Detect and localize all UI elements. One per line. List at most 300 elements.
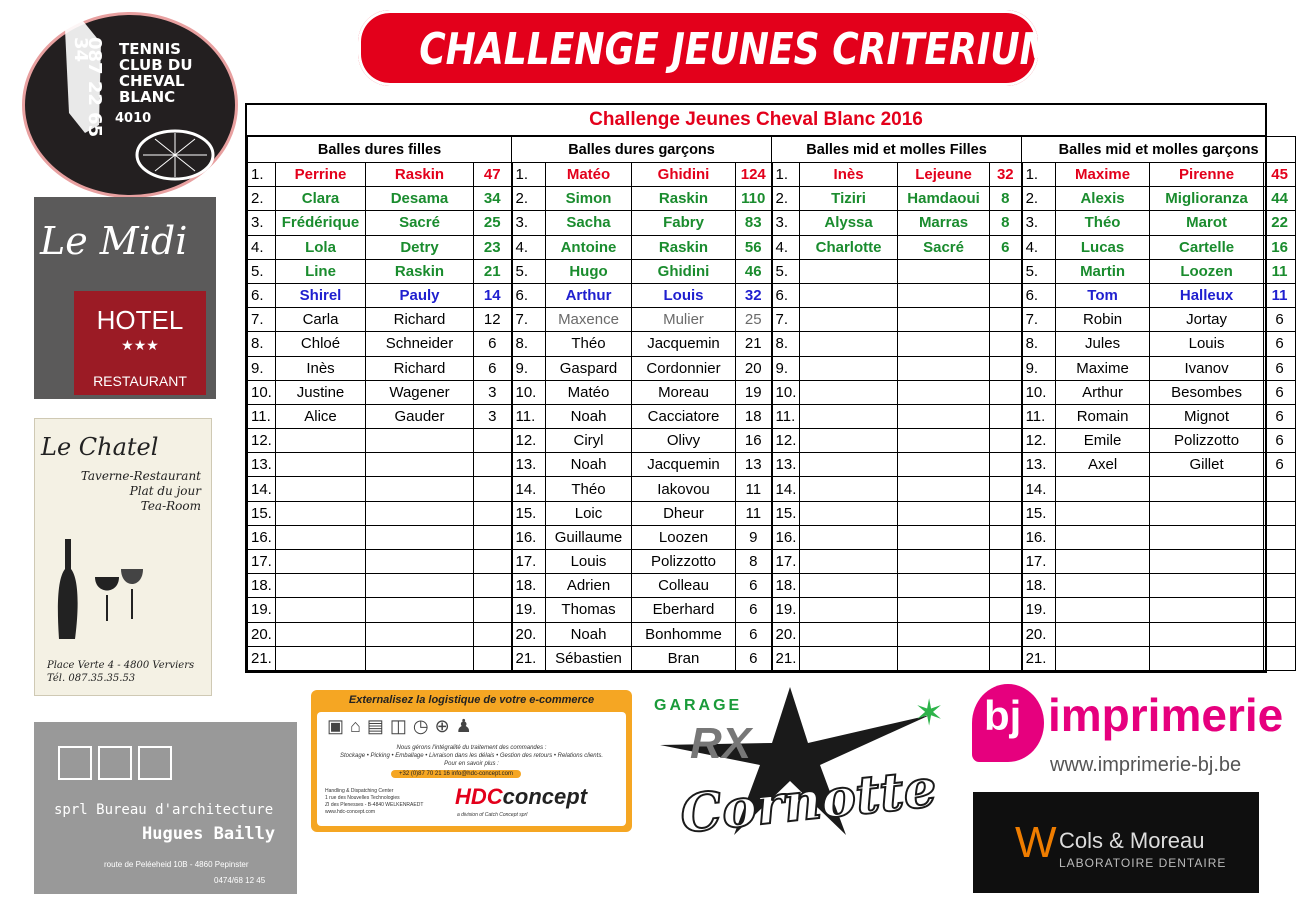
last-name-cell: Jortay <box>1150 308 1264 332</box>
points-cell <box>990 598 1022 622</box>
restaurant-label: RESTAURANT <box>93 373 187 389</box>
first-name-cell: Tom <box>1056 283 1150 307</box>
points-cell: 32 <box>736 283 772 307</box>
first-name-cell: Perrine <box>276 163 366 187</box>
rank-cell: 19. <box>248 598 276 622</box>
last-name-cell <box>1150 525 1264 549</box>
last-name-cell: Gillet <box>1150 453 1264 477</box>
points-cell: 6 <box>1264 404 1296 428</box>
last-name-cell <box>898 332 990 356</box>
table-row <box>248 259 1296 283</box>
table-row <box>248 525 1296 549</box>
points-cell <box>990 332 1022 356</box>
rank-cell: 7. <box>772 308 800 332</box>
first-name-cell <box>800 574 898 598</box>
points-cell <box>474 646 512 670</box>
rank-cell: 9. <box>248 356 276 380</box>
rank-cell: 1. <box>1022 163 1056 187</box>
rank-cell: 7. <box>248 308 276 332</box>
rank-cell: 19. <box>772 598 800 622</box>
rank-cell: 2. <box>1022 187 1056 211</box>
last-name-cell: Jacquemin <box>632 453 736 477</box>
last-name-cell: Wagener <box>366 380 474 404</box>
first-name-cell: Noah <box>546 622 632 646</box>
first-name-cell: Gaspard <box>546 356 632 380</box>
first-name-cell: Maxime <box>1056 163 1150 187</box>
points-cell: 11 <box>1264 259 1296 283</box>
first-name-cell: Inès <box>800 163 898 187</box>
rank-cell: 10. <box>512 380 546 404</box>
first-name-cell: Antoine <box>546 235 632 259</box>
first-name-cell: Inès <box>276 356 366 380</box>
last-name-cell: Raskin <box>366 163 474 187</box>
points-cell <box>474 525 512 549</box>
first-name-cell: Ciryl <box>546 429 632 453</box>
last-name-cell: Mulier <box>632 308 736 332</box>
rank-cell: 20. <box>512 622 546 646</box>
group-header: Balles dures filles <box>248 137 512 163</box>
last-name-cell <box>1150 598 1264 622</box>
points-cell <box>474 574 512 598</box>
last-name-cell <box>366 525 474 549</box>
first-name-cell: Carla <box>276 308 366 332</box>
rank-cell: 14. <box>512 477 546 501</box>
points-cell <box>1264 477 1296 501</box>
first-name-cell <box>1056 574 1150 598</box>
points-cell <box>990 356 1022 380</box>
points-cell: 8 <box>990 211 1022 235</box>
bj-name: imprimerie <box>1048 689 1284 741</box>
points-cell <box>990 308 1022 332</box>
cols-name: Cols & Moreau <box>1059 828 1205 853</box>
points-cell: 9 <box>736 525 772 549</box>
rank-cell: 4. <box>512 235 546 259</box>
points-cell <box>990 380 1022 404</box>
square-icon <box>138 746 172 780</box>
logistics-icons: ▣⌂▤◫◷⊕♟ <box>327 716 478 736</box>
square-icon <box>58 746 92 780</box>
rank-cell: 3. <box>512 211 546 235</box>
last-name-cell: Cartelle <box>1150 235 1264 259</box>
page-title: CHALLENGE JEUNES CRITERIUM 2016 <box>419 24 1169 75</box>
points-cell <box>990 622 1022 646</box>
first-name-cell <box>276 453 366 477</box>
points-cell <box>990 453 1022 477</box>
first-name-cell <box>276 622 366 646</box>
last-name-cell: Iakovou <box>632 477 736 501</box>
last-name-cell: Besombes <box>1150 380 1264 404</box>
tennis-phone: 087 22 65 34 <box>70 37 105 138</box>
le-chatel-title: Le Chatel <box>41 433 159 461</box>
first-name-cell: Thomas <box>546 598 632 622</box>
first-name-cell: Simon <box>546 187 632 211</box>
first-name-cell <box>276 646 366 670</box>
last-name-cell: Louis <box>632 283 736 307</box>
rank-cell: 14. <box>772 477 800 501</box>
last-name-cell: Gauder <box>366 404 474 428</box>
hotel-box <box>74 291 206 395</box>
last-name-cell <box>898 501 990 525</box>
rank-cell: 21. <box>772 646 800 670</box>
le-chatel-services: Taverne-Restaurant Plat du jour Tea-Room <box>80 469 201 513</box>
rank-cell: 11. <box>1022 404 1056 428</box>
points-cell: 6 <box>1264 453 1296 477</box>
first-name-cell: Line <box>276 259 366 283</box>
last-name-cell: Eberhard <box>632 598 736 622</box>
points-cell: 3 <box>474 380 512 404</box>
hotel-label: HOTEL <box>96 305 184 335</box>
rank-cell: 3. <box>248 211 276 235</box>
last-name-cell <box>898 477 990 501</box>
last-name-cell <box>366 598 474 622</box>
hdc-logo: HDCconcept <box>455 784 588 809</box>
le-chatel-address: Place Verte 4 - 4800 Verviers Tél. 087.35.35.53 <box>47 660 195 684</box>
rank-cell: 20. <box>1022 622 1056 646</box>
first-name-cell: Lola <box>276 235 366 259</box>
first-name-cell: Noah <box>546 404 632 428</box>
rank-cell: 20. <box>248 622 276 646</box>
rank-cell: 13. <box>248 453 276 477</box>
points-cell: 6 <box>474 356 512 380</box>
last-name-cell: Miglioranza <box>1150 187 1264 211</box>
last-name-cell: Cordonnier <box>632 356 736 380</box>
points-cell: 47 <box>474 163 512 187</box>
garage-name: Cornotte <box>677 757 940 846</box>
rank-cell: 21. <box>1022 646 1056 670</box>
last-name-cell: Cacciatore <box>632 404 736 428</box>
first-name-cell: Justine <box>276 380 366 404</box>
first-name-cell: Sacha <box>546 211 632 235</box>
last-name-cell <box>366 550 474 574</box>
first-name-cell: Alyssa <box>800 211 898 235</box>
group-header: Balles mid et molles garçons <box>1022 137 1296 163</box>
rank-cell: 12. <box>1022 429 1056 453</box>
points-cell: 21 <box>736 332 772 356</box>
last-name-cell: Jacquemin <box>632 332 736 356</box>
rank-cell: 5. <box>512 259 546 283</box>
last-name-cell: Richard <box>366 308 474 332</box>
rank-cell: 12. <box>248 429 276 453</box>
rank-cell: 11. <box>248 404 276 428</box>
points-cell: 110 <box>736 187 772 211</box>
points-cell: 6 <box>1264 308 1296 332</box>
rank-cell: 15. <box>772 501 800 525</box>
rank-cell: 20. <box>772 622 800 646</box>
first-name-cell: Noah <box>546 453 632 477</box>
points-cell <box>990 283 1022 307</box>
first-name-cell <box>1056 622 1150 646</box>
last-name-cell <box>366 477 474 501</box>
points-cell <box>474 429 512 453</box>
group-header: Balles mid et molles Filles <box>772 137 1022 163</box>
rank-cell: 7. <box>512 308 546 332</box>
first-name-cell: Arthur <box>546 283 632 307</box>
first-name-cell <box>1056 550 1150 574</box>
points-cell <box>1264 574 1296 598</box>
first-name-cell <box>276 574 366 598</box>
last-name-cell <box>898 622 990 646</box>
last-name-cell <box>1150 550 1264 574</box>
rank-cell: 4. <box>248 235 276 259</box>
last-name-cell: Bran <box>632 646 736 670</box>
last-name-cell: Mignot <box>1150 404 1264 428</box>
first-name-cell: Chloé <box>276 332 366 356</box>
rank-cell: 8. <box>248 332 276 356</box>
first-name-cell: Hugo <box>546 259 632 283</box>
first-name-cell: Adrien <box>546 574 632 598</box>
last-name-cell: Raskin <box>632 235 736 259</box>
bj-badge: bj <box>972 684 1044 762</box>
results-table <box>245 103 1288 673</box>
points-cell: 25 <box>474 211 512 235</box>
table-row <box>248 598 1296 622</box>
first-name-cell: Lucas <box>1056 235 1150 259</box>
first-name-cell: Axel <box>1056 453 1150 477</box>
first-name-cell <box>800 525 898 549</box>
last-name-cell: Fabry <box>632 211 736 235</box>
table-row <box>248 211 1296 235</box>
bureau-address: route de Peléeheid 10B - 4860 Pepinster <box>104 860 249 869</box>
hdc-body <box>317 712 626 826</box>
rank-cell: 15. <box>1022 501 1056 525</box>
last-name-cell <box>898 550 990 574</box>
points-cell: 6 <box>736 598 772 622</box>
garage-label: GARAGE <box>654 697 743 714</box>
first-name-cell <box>1056 525 1150 549</box>
rank-cell: 7. <box>1022 308 1056 332</box>
last-name-cell: Schneider <box>366 332 474 356</box>
rank-cell: 6. <box>1022 283 1056 307</box>
first-name-cell <box>800 622 898 646</box>
last-name-cell <box>366 622 474 646</box>
last-name-cell <box>366 646 474 670</box>
last-name-cell: Ghidini <box>632 259 736 283</box>
last-name-cell: Raskin <box>632 187 736 211</box>
first-name-cell: Théo <box>1056 211 1150 235</box>
points-cell <box>990 550 1022 574</box>
points-cell: 8 <box>736 550 772 574</box>
bureau-architecture-ad <box>34 722 297 894</box>
last-name-cell <box>898 453 990 477</box>
star-icon: ✶ <box>914 692 945 733</box>
points-cell: 6 <box>990 235 1022 259</box>
rank-cell: 9. <box>772 356 800 380</box>
points-cell: 6 <box>474 332 512 356</box>
rank-cell: 10. <box>772 380 800 404</box>
rank-cell: 6. <box>512 283 546 307</box>
last-name-cell <box>898 646 990 670</box>
table-row <box>248 308 1296 332</box>
rank-cell: 8. <box>512 332 546 356</box>
points-cell: 8 <box>990 187 1022 211</box>
last-name-cell: Marras <box>898 211 990 235</box>
points-cell: 12 <box>474 308 512 332</box>
points-cell <box>1264 550 1296 574</box>
points-cell: 6 <box>1264 356 1296 380</box>
first-name-cell: Louis <box>546 550 632 574</box>
rank-cell: 19. <box>1022 598 1056 622</box>
table-row <box>248 477 1296 501</box>
points-cell: 6 <box>1264 429 1296 453</box>
last-name-cell <box>898 380 990 404</box>
first-name-cell <box>800 332 898 356</box>
first-name-cell <box>1056 501 1150 525</box>
rank-cell: 1. <box>248 163 276 187</box>
rank-cell: 17. <box>512 550 546 574</box>
rank-cell: 18. <box>512 574 546 598</box>
points-cell <box>474 550 512 574</box>
first-name-cell <box>1056 646 1150 670</box>
first-name-cell <box>800 308 898 332</box>
points-cell: 83 <box>736 211 772 235</box>
garage-rx: RX <box>690 719 752 768</box>
first-name-cell <box>800 598 898 622</box>
rank-cell: 14. <box>1022 477 1056 501</box>
points-cell: 19 <box>736 380 772 404</box>
rank-cell: 13. <box>512 453 546 477</box>
last-name-cell: Detry <box>366 235 474 259</box>
rank-cell: 5. <box>772 259 800 283</box>
table-row <box>248 453 1296 477</box>
points-cell: 45 <box>1264 163 1296 187</box>
title-banner <box>358 10 1169 86</box>
rank-cell: 8. <box>772 332 800 356</box>
first-name-cell <box>276 598 366 622</box>
points-cell <box>474 501 512 525</box>
table-row <box>248 622 1296 646</box>
points-cell: 16 <box>736 429 772 453</box>
last-name-cell <box>898 356 990 380</box>
last-name-cell: Dheur <box>632 501 736 525</box>
last-name-cell: Richard <box>366 356 474 380</box>
points-cell: 124 <box>736 163 772 187</box>
last-name-cell: Moreau <box>632 380 736 404</box>
points-cell: 6 <box>1264 332 1296 356</box>
points-cell: 32 <box>990 163 1022 187</box>
points-cell <box>1264 622 1296 646</box>
first-name-cell <box>276 429 366 453</box>
table-row <box>248 646 1296 670</box>
rank-cell: 10. <box>1022 380 1056 404</box>
rank-cell: 6. <box>248 283 276 307</box>
last-name-cell: Polizzotto <box>632 550 736 574</box>
last-name-cell <box>366 453 474 477</box>
last-name-cell: Marot <box>1150 211 1264 235</box>
last-name-cell <box>1150 501 1264 525</box>
last-name-cell <box>898 525 990 549</box>
points-cell <box>474 598 512 622</box>
rank-cell: 4. <box>1022 235 1056 259</box>
first-name-cell <box>800 550 898 574</box>
rank-cell: 1. <box>772 163 800 187</box>
table-row <box>248 550 1296 574</box>
points-cell: 6 <box>736 646 772 670</box>
first-name-cell: Loic <box>546 501 632 525</box>
points-cell: 21 <box>474 259 512 283</box>
rank-cell: 2. <box>512 187 546 211</box>
last-name-cell: Lejeune <box>898 163 990 187</box>
points-cell <box>990 259 1022 283</box>
points-cell <box>474 477 512 501</box>
points-cell <box>1264 646 1296 670</box>
last-name-cell: Louis <box>1150 332 1264 356</box>
first-name-cell <box>800 477 898 501</box>
first-name-cell <box>276 550 366 574</box>
stars-icon: ★★★ <box>121 337 159 353</box>
first-name-cell: Clara <box>276 187 366 211</box>
table-row <box>248 404 1296 428</box>
first-name-cell: Sébastien <box>546 646 632 670</box>
last-name-cell: Colleau <box>632 574 736 598</box>
first-name-cell: Théo <box>546 332 632 356</box>
last-name-cell: Hamdaoui <box>898 187 990 211</box>
first-name-cell <box>800 356 898 380</box>
last-name-cell <box>898 574 990 598</box>
points-cell: 6 <box>736 622 772 646</box>
points-cell: 3 <box>474 404 512 428</box>
rank-cell: 13. <box>772 453 800 477</box>
rank-cell: 4. <box>772 235 800 259</box>
garage-rx-logo <box>650 685 940 855</box>
table-row <box>248 356 1296 380</box>
first-name-cell <box>1056 477 1150 501</box>
rank-cell: 14. <box>248 477 276 501</box>
first-name-cell <box>276 525 366 549</box>
hdc-subtitle: a division of Catch Concept sprl <box>457 812 528 818</box>
first-name-cell: Matéo <box>546 163 632 187</box>
rank-cell: 11. <box>772 404 800 428</box>
table-row <box>248 163 1296 187</box>
bj-imprimerie-logo <box>914 682 1284 782</box>
last-name-cell <box>1150 477 1264 501</box>
last-name-cell: Bonhomme <box>632 622 736 646</box>
points-cell <box>990 477 1022 501</box>
rank-cell: 16. <box>1022 525 1056 549</box>
first-name-cell: Martin <box>1056 259 1150 283</box>
hdc-address: Handling & Dispatching Center 1 rue des Nouvelles Technologies ZI des Plenesses - B-4840 WELKENRAEDT www.hdc-concept.com <box>325 788 424 815</box>
first-name-cell <box>276 477 366 501</box>
rank-cell: 16. <box>772 525 800 549</box>
points-cell <box>990 525 1022 549</box>
rank-cell: 2. <box>248 187 276 211</box>
points-cell: 13 <box>736 453 772 477</box>
points-cell <box>1264 501 1296 525</box>
rank-cell: 15. <box>248 501 276 525</box>
last-name-cell <box>366 501 474 525</box>
last-name-cell <box>366 574 474 598</box>
last-name-cell: Pauly <box>366 283 474 307</box>
square-icon <box>98 746 132 780</box>
first-name-cell <box>800 380 898 404</box>
first-name-cell: Emile <box>1056 429 1150 453</box>
hdc-description: Nous gérons l'intégralité du traitement des commandes : Stockage • Picking • Emballage • Livraison dans les délais • Gestion des retours • Relations clients. Pour en savoir plus : <box>340 745 603 767</box>
rank-cell: 5. <box>248 259 276 283</box>
points-cell: 11 <box>736 501 772 525</box>
first-name-cell: Maxence <box>546 308 632 332</box>
first-name-cell <box>800 646 898 670</box>
rank-cell: 2. <box>772 187 800 211</box>
tooth-icon: W <box>1015 818 1057 867</box>
last-name-cell <box>898 404 990 428</box>
points-cell: 25 <box>736 308 772 332</box>
table-row <box>248 574 1296 598</box>
cols-moreau-logo <box>973 792 1259 893</box>
bj-url: www.imprimerie-bj.be <box>1050 754 1242 776</box>
last-name-cell <box>1150 574 1264 598</box>
first-name-cell: Charlotte <box>800 235 898 259</box>
rank-cell: 8. <box>1022 332 1056 356</box>
table-caption: Challenge Jeunes Cheval Blanc 2016 <box>247 105 1265 136</box>
